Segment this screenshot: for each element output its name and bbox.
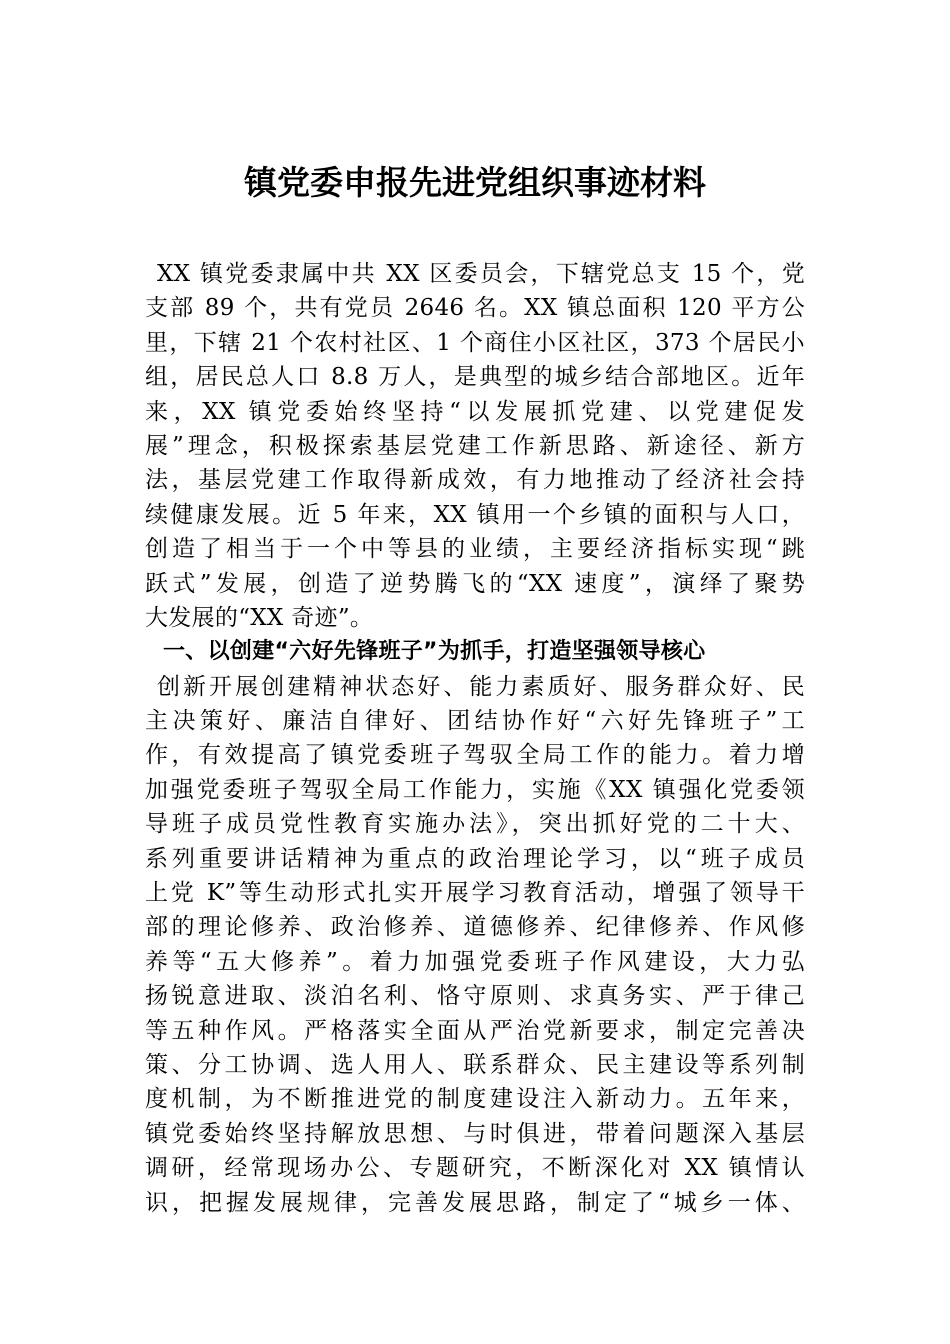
intro-line: 创造了相当于一个中等县的业绩，主要经济指标实现“跳 xyxy=(145,536,805,563)
section-line: 镇党委始终坚持解放思想、与时俱进，带着问题深入基层 xyxy=(145,1120,805,1147)
section-line: 策、分工协调、选人用人、联系群众、民主建设等系列制 xyxy=(145,1051,805,1078)
document-title: 镇党委申报先进党组织事迹材料 xyxy=(244,163,706,202)
intro-line: XX 镇党委隶属中共 XX 区委员会，下辖党总支 15 个，党 xyxy=(157,261,805,287)
intro-line: 大发展的“XX 奇迹”。 xyxy=(145,604,374,631)
section-heading: 一、以创建“六好先锋班子”为抓手，打造坚强领导核心 xyxy=(163,639,706,665)
section-line: 扬锐意进取、淡泊名利、恪守原则、求真务实、严于律己 xyxy=(145,983,805,1010)
section-line: 识，把握发展规律，完善发展思路，制定了“城乡一体、 xyxy=(145,1189,805,1216)
section-line: 调研，经常现场办公、专题研究，不断深化对 XX 镇情认 xyxy=(145,1155,805,1182)
document-page xyxy=(145,0,805,1344)
section-line: 上党 K”等生动形式扎实开展学习教育活动，增强了领导干 xyxy=(145,880,805,907)
intro-line: 里，下辖 21 个农村社区、1 个商住小区社区，373 个居民小 xyxy=(145,329,805,356)
intro-line: 展”理念，积极探索基层党建工作新思路、新途径、新方 xyxy=(145,432,805,459)
intro-line: 来，XX 镇党委始终坚持“以发展抓党建、以党建促发 xyxy=(145,398,805,425)
intro-line: 法，基层党建工作取得新成效，有力地推动了经济社会持 xyxy=(145,467,805,494)
section-line: 加强党委班子驾驭全局工作能力，实施《XX 镇强化党委领 xyxy=(145,776,805,803)
intro-line: 跃式”发展，创造了逆势腾飞的“XX 速度”，演绎了聚势 xyxy=(145,570,805,597)
section-line: 作，有效提高了镇党委班子驾驭全局工作的能力。着力增 xyxy=(145,742,805,769)
section-line: 主决策好、廉洁自律好、团结协作好“六好先锋班子”工 xyxy=(145,708,805,735)
section-line: 部的理论修养、政治修养、道德修养、纪律修养、作风修 xyxy=(145,914,805,941)
section-line: 创新开展创建精神状态好、能力素质好、服务群众好、民 xyxy=(157,673,805,700)
intro-line: 组，居民总人口 8.8 万人，是典型的城乡结合部地区。近年 xyxy=(145,364,805,391)
section-line: 导班子成员党性教育实施办法》，突出抓好党的二十大、 xyxy=(145,811,805,838)
intro-line: 支部 89 个，共有党员 2646 名。XX 镇总面积 120 平方公 xyxy=(145,295,805,322)
section-line: 养等“五大修养”。着力加强党委班子作风建设，大力弘 xyxy=(145,948,805,975)
section-line: 等五种作风。严格落实全面从严治党新要求，制定完善决 xyxy=(145,1017,805,1044)
intro-line: 续健康发展。近 5 年来，XX 镇用一个乡镇的面积与人口， xyxy=(145,501,805,528)
document-body xyxy=(145,257,805,1220)
section-line: 度机制，为不断推进党的制度建设注入新动力。五年来， xyxy=(145,1086,805,1113)
section-line: 系列重要讲话精神为重点的政治理论学习，以“班子成员 xyxy=(145,845,805,872)
